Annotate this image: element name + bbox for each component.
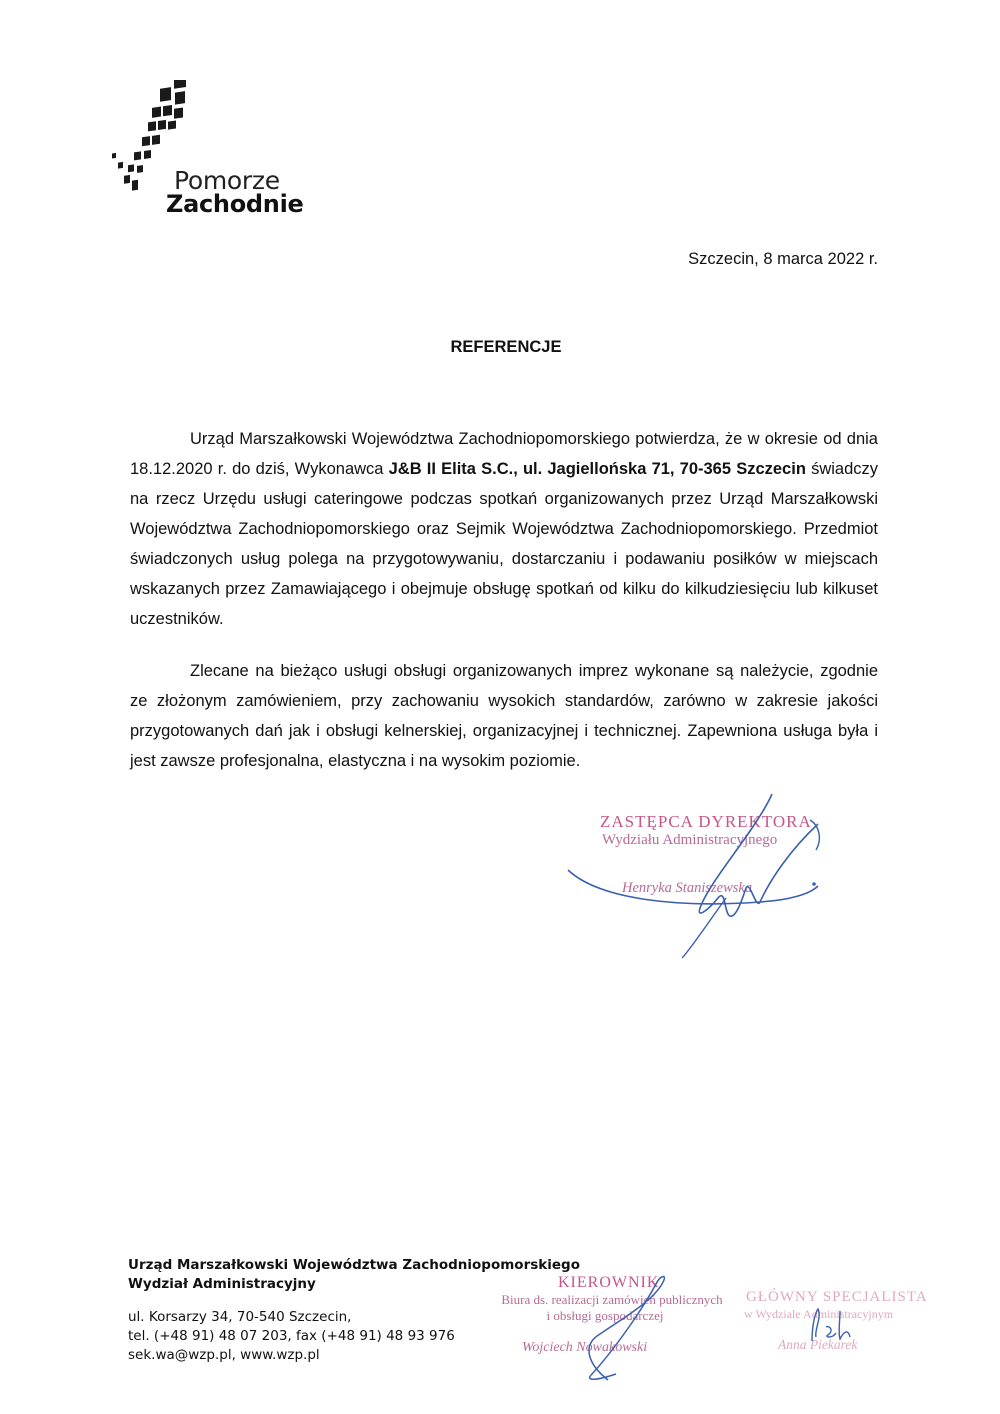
paragraph-1-text-a: Urząd Marszałkowski Województwa Zachodniopomorskiego potwierdza, że w okresie od dnia 18.12.2020 r. do dziś, Wykonawca <box>130 430 878 478</box>
handwritten-signature-icon <box>740 1285 940 1375</box>
stamp-department: Biura ds. realizacji zamówień publicznych <box>501 1292 723 1307</box>
logo-text-pomorze: Pomorze <box>174 166 280 195</box>
stamp-position: KIEROWNIK <box>558 1274 660 1291</box>
contractor-name: J&B II Elita S.C., ul. Jagiellońska 71, 70-365 Szczecin <box>388 460 806 478</box>
signature-stamp-manager <box>480 1270 730 1390</box>
signature-stamp-specialist <box>740 1285 940 1375</box>
footer-address: ul. Korsarzy 34, 70-540 Szczecin, <box>128 1309 352 1325</box>
letter-title: REFERENCJE <box>450 338 562 356</box>
footer-web: sek.wa@wzp.pl, www.wzp.pl <box>128 1347 320 1363</box>
stamp-position: ZASTĘPCA DYREKTORA <box>600 812 812 831</box>
stamp-department: w Wydziale Administracyjnym <box>744 1307 894 1321</box>
letter-date: Szczecin, 8 marca 2022 r. <box>688 250 878 268</box>
footer-phone: tel. (+48 91) 48 07 203, fax (+48 91) 48 93 976 <box>128 1328 455 1344</box>
paragraph-1 <box>130 424 878 634</box>
stamp-department: Wydziału Administracyjnego <box>602 832 778 848</box>
handwritten-signature-icon <box>480 1270 730 1390</box>
stamp-signatory: Anna Piekarek <box>778 1337 858 1352</box>
stamp-position: GŁÓWNY SPECJALISTA <box>746 1289 928 1305</box>
logo <box>108 80 308 220</box>
paragraph-2: Zlecane na bieżąco usługi obsługi organizowanych imprez wykonane są należycie, zgodnie ze złożonym zamówieniem, przy zachowaniu wysokich standardów, zarówno w zakresie jakości przygotowanych dań jak i obsługi kelnerskiej, organizacyjnej i technicznej. Zapewniona usługa była i jest zawsze profesjonalna, elastyczna i na wysokim poziomie. <box>130 662 878 770</box>
handwritten-signature-icon <box>560 790 860 960</box>
footer-dept: Wydział Administracyjny <box>128 1276 316 1292</box>
stamp-department-2: i obsługi gospodarczej <box>546 1308 664 1323</box>
stamp-signatory: Henryka Staniszewska <box>622 880 753 896</box>
signature-stamp-director <box>560 790 860 960</box>
logo-text-zachodnie: Zachodnie <box>166 190 304 218</box>
stamp-signatory: Wojciech Nowakowski <box>522 1340 648 1355</box>
footer-org: Urząd Marszałkowski Województwa Zachodniopomorskiego <box>128 1257 580 1273</box>
paragraph-1-text-b: świadczy na rzecz Urzędu usługi cateringowe podczas spotkań organizowanych przez Urząd Marszałkowski Województwa Zachodniopomorskiego oraz Sejmik Województwa Zachodniopomorskiego. Przedmiot świadczonych usług polega na przygotowywaniu, dostarczaniu i podawaniu posiłków w miejscach wskazanych przez Zamawiającego i obejmuje obsługę spotkań od kilku do kilkudziesięciu lub kilkuset uczestników. <box>130 460 878 628</box>
